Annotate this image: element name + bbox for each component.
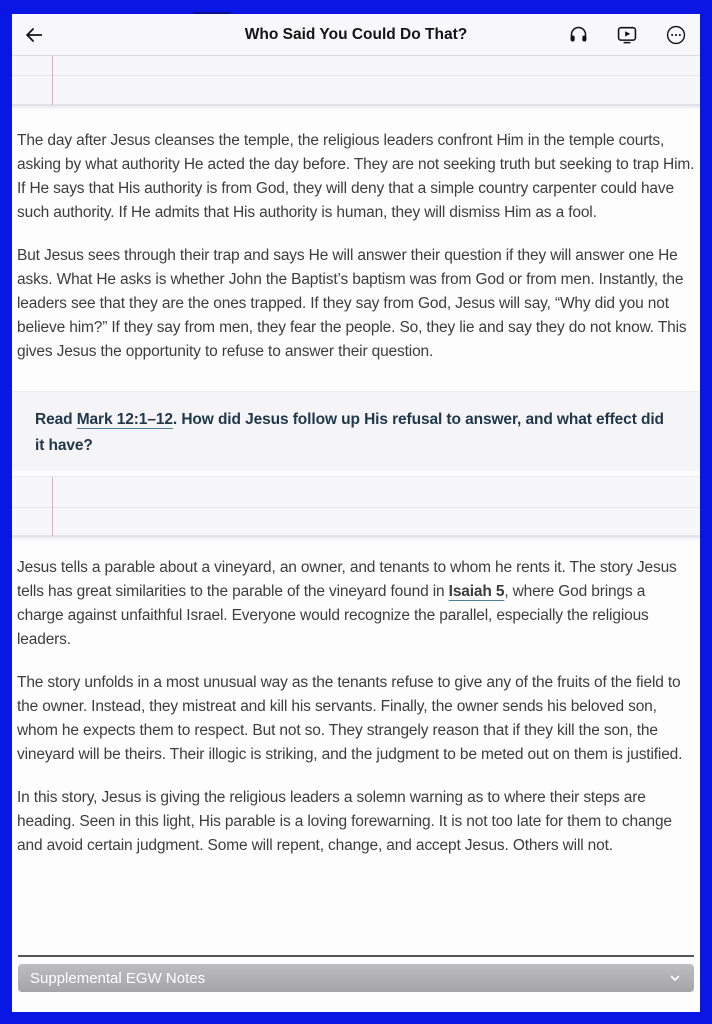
paragraph: But Jesus sees through their trap and says He will answer their question if they will answer one He asks. What He asks is whether John the Baptist’s baptism was from God or from men. Instantly, the leaders see that they are the ones trapped. If they say from God, Jesus will say, “Why did you not believe him?” If they say from men, they fear the people. So, they lie and say they do not know. This gives Jesus the opportunity to refuse to answer their question.: [17, 247, 687, 360]
bible-ref-link-isaiah[interactable]: Isaiah 5: [448, 583, 505, 600]
paragraph: [17, 556, 695, 652]
egw-notes-label: Supplemental EGW Notes: [30, 969, 206, 987]
notes-field-answer[interactable]: [12, 476, 700, 537]
note-line: [12, 76, 700, 105]
audio-button[interactable]: [565, 22, 592, 48]
more-button[interactable]: [662, 22, 690, 48]
question-prefix: Read: [35, 411, 77, 428]
paragraph: The story unfolds in a most unusual way as the tenants refuse to give any of the fruits of the field to the owner. Instead, they mistreat and kill his servants. Finally, the owner sends his beloved son, whom he expects them to respect. But not so. They strangely reason that if they kill the son, the vineyard will be theirs. Their illogic is striking, and the judgment to be meted out on them is justified.: [17, 674, 683, 763]
back-button[interactable]: [20, 22, 48, 48]
lesson-content-lower: [12, 556, 700, 858]
video-player-icon: [616, 24, 638, 46]
question-block: [12, 391, 700, 471]
video-button[interactable]: [613, 22, 641, 48]
notes-field-top[interactable]: [12, 56, 700, 106]
footer: [18, 955, 694, 992]
chevron-down-icon: [668, 971, 682, 985]
note-margin-line: [52, 477, 53, 536]
paragraph: In this story, Jesus is giving the religious leaders a solemn warning as to where their steps are heading. Seen in this light, His parable is a loving forewarning. It is not too late for them to change and avoid certain judgment. Some will repent, change, and accept Jesus. Others will not.: [17, 789, 672, 854]
egw-notes-expander[interactable]: [18, 964, 694, 992]
p3-after: , where God brings a charge against unfaithful Israel. Everyone would recognize the parallel, especially the religious leaders.: [17, 583, 649, 648]
navigation-bar: [12, 14, 700, 56]
back-arrow-icon: [23, 24, 45, 46]
page-title: Who Said You Could Do That?: [244, 25, 468, 43]
question-suffix: . How did Jesus follow up His refusal to answer, and what effect did it have?: [35, 411, 664, 454]
note-line: [12, 477, 700, 508]
ellipsis-circle-icon: [665, 24, 687, 46]
header-actions: [565, 22, 692, 48]
headphones-icon: [568, 24, 589, 45]
section-divider: [18, 955, 694, 957]
note-margin-line: [52, 56, 53, 105]
bible-ref-link-mark[interactable]: Mark 12:1–12: [76, 411, 173, 428]
paragraph: The day after Jesus cleanses the temple, the religious leaders confront Him in the temple courts, asking by what authority He acted the day before. They are not seeking truth but seeking to trap Him. If He says that His authority is from God, they will deny that a simple country carpenter could have such authority. If He admits that His authority is human, they will dismiss Him as a fool.: [17, 132, 695, 221]
lesson-content-upper: [12, 129, 700, 364]
p3-before: Jesus tells a parable about a vineyard, an owner, and tenants to whom he rents it. The story Jesus tells has great similarities to the parable of the vineyard found in: [17, 559, 677, 600]
note-line: [12, 508, 700, 536]
app-window: [12, 14, 700, 1012]
note-line: [12, 56, 700, 76]
question-text: [35, 407, 677, 459]
